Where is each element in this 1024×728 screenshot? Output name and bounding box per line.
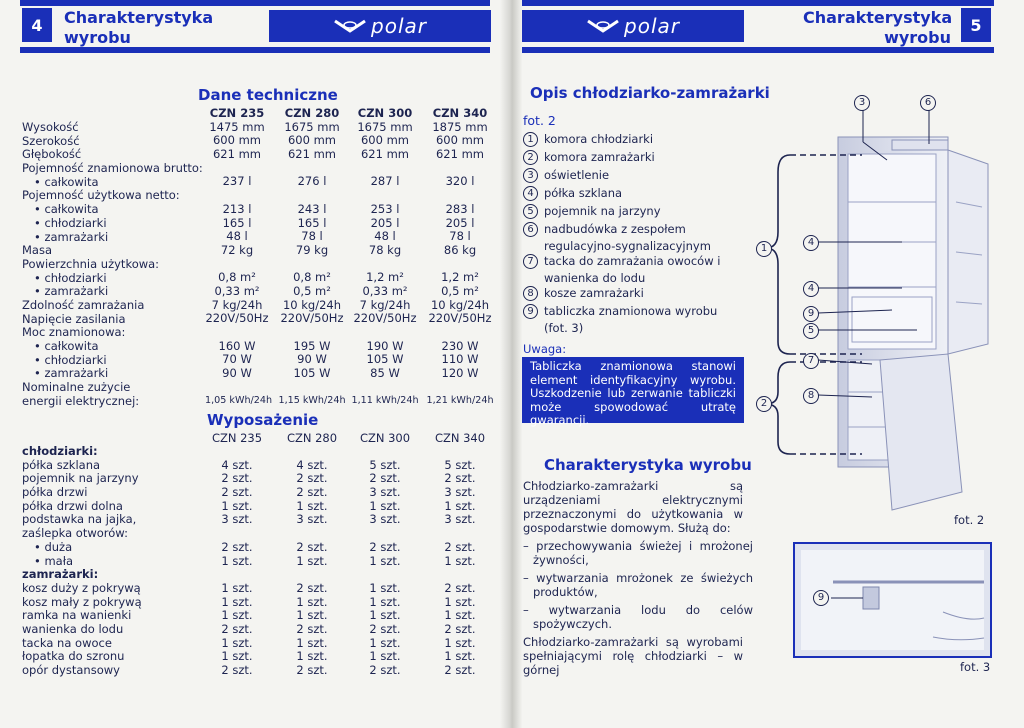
equip-value: 2 szt. <box>369 471 401 486</box>
equip-value: 1 szt. <box>296 594 328 609</box>
tech-value <box>277 189 347 203</box>
header-rule-top <box>522 0 994 6</box>
logo-mark-icon <box>333 18 367 34</box>
tech-label: • zamrażarki <box>34 229 109 244</box>
equip-value: 1 szt. <box>369 553 401 568</box>
tech-value: 600 mm <box>212 133 261 148</box>
equip-value: 2 szt. <box>296 621 328 636</box>
tech-labels <box>22 121 203 408</box>
description-heading: Opis chłodziarko-zamrażarki <box>530 84 770 102</box>
tech-value: 220V/50Hz <box>428 311 492 326</box>
tech-value: 220V/50Hz <box>280 311 344 326</box>
equip-value: 2 szt. <box>444 471 476 486</box>
tech-value: 287 l <box>370 174 400 189</box>
tech-label: • całkowita <box>34 202 99 217</box>
equip-value: 1 szt. <box>296 649 328 664</box>
tech-value: 276 l <box>297 174 327 189</box>
equip-value: 4 szt. <box>296 457 328 472</box>
callout-marker: 3 <box>854 95 870 111</box>
equip-value: 1 szt. <box>221 608 253 623</box>
equip-value: 1 szt. <box>221 649 253 664</box>
tech-value: 621 mm <box>212 147 261 162</box>
tech-label: • chłodziarki <box>34 352 107 367</box>
equip-label: tacka na owoce <box>22 635 112 650</box>
equip-value: 2 szt. <box>296 663 328 677</box>
tech-value: 243 l <box>297 201 327 216</box>
tech-value: 160 W <box>218 338 256 353</box>
tech-value: 205 l <box>370 215 400 230</box>
tech-value <box>350 162 420 176</box>
equip-value: 3 szt. <box>221 512 253 527</box>
equip-value: 1 szt. <box>296 553 328 568</box>
equip-value: 1 szt. <box>369 649 401 664</box>
tech-value: 1675 mm <box>357 119 413 134</box>
tech-value <box>277 258 347 272</box>
tech-value: 1475 mm <box>209 119 265 134</box>
equip-value: 2 szt. <box>444 663 476 677</box>
note-label: Uwaga: <box>523 342 567 356</box>
equip-value: 2 szt. <box>221 485 253 500</box>
tech-value: 1675 mm <box>284 119 340 134</box>
equipment-heading: Wyposażenie <box>207 411 319 429</box>
left-page <box>0 0 509 728</box>
item-number-badge: 6 <box>523 222 538 237</box>
equip-value <box>277 527 347 541</box>
tech-value <box>423 162 497 176</box>
model-header: CZN 340 <box>434 431 486 445</box>
characteristics-intro: Chłodziarko-zamrażarki są urządzeniami elektrycznymi przeznaczonymi do użytkowania w gospodarstwie domowym. Służą do: <box>523 479 743 535</box>
model-header: CZN 280 <box>284 106 340 120</box>
characteristics-closing: Chłodziarko-zamrażarki są wyrobami spełniającymi rolę chłodziarki – w górnej <box>523 635 743 677</box>
tech-label: Wysokość <box>22 120 79 134</box>
tech-value <box>205 326 269 340</box>
tech-label: • zamrażarki <box>34 366 109 381</box>
equip-value: 1 szt. <box>369 635 401 650</box>
equip-value: 5 szt. <box>369 457 401 472</box>
equip-value <box>423 568 497 582</box>
item-number-badge: 4 <box>523 186 538 201</box>
item-text: komora chłodziarki <box>544 132 654 146</box>
tech-value: 190 W <box>366 338 404 353</box>
tech-label: • całkowita <box>34 339 99 353</box>
equip-column <box>205 445 269 678</box>
equip-label: wanienka do lodu <box>22 621 124 636</box>
item-number-badge: 9 <box>523 304 538 319</box>
description-item <box>523 303 745 337</box>
item-text: kosze zamrażarki <box>544 286 644 300</box>
callout-marker: 4 <box>803 235 819 251</box>
callout-marker: 4 <box>803 281 819 297</box>
tech-value: 600 mm <box>360 133 409 148</box>
equip-value: 1 szt. <box>221 594 253 609</box>
item-number-badge: 1 <box>523 132 538 147</box>
item-number-badge: 5 <box>523 204 538 219</box>
equip-value: 1 szt. <box>444 649 476 664</box>
equip-label: kosz mały z pokrywą <box>22 594 142 609</box>
equip-value: 2 szt. <box>444 539 476 554</box>
item-text: tacka do zamrażania owoców i wanienka do lodu <box>544 254 721 285</box>
tech-value: 0,33 m² <box>214 283 260 298</box>
tech-value <box>423 326 497 340</box>
tech-value: 220V/50Hz <box>353 311 417 326</box>
equip-label: kosz duży z pokrywą <box>22 580 141 595</box>
equip-label: zamrażarki: <box>22 567 99 582</box>
tech-value: 72 kg <box>220 242 254 257</box>
tech-value: 0,8 m² <box>293 270 331 285</box>
equip-label: półka drzwi dolna <box>22 498 123 513</box>
tech-value <box>423 258 497 272</box>
book-gutter <box>500 0 522 728</box>
item-text: półka szklana <box>544 186 623 200</box>
tech-label: Napięcie zasilania <box>22 311 126 326</box>
equip-value <box>423 445 497 459</box>
tech-value: 0,5 m² <box>441 283 479 298</box>
callout-marker: 9 <box>813 590 829 606</box>
equip-model <box>277 432 347 446</box>
tech-label: Głębokość <box>22 147 82 162</box>
tech-value <box>277 326 347 340</box>
description-item <box>523 285 745 302</box>
logo-mark-icon <box>586 18 620 34</box>
tech-label: Nominalne zużycie <box>22 380 131 395</box>
tech-value: 120 W <box>441 366 479 381</box>
tech-value: 70 W <box>222 352 252 367</box>
tech-value: 79 kg <box>295 242 329 257</box>
item-text: nadbudówka z zespołem regulacyjno-sygnalizacyjnym <box>544 222 711 253</box>
equip-value: 2 szt. <box>369 621 401 636</box>
tech-value: 1,15 kWh/24h <box>278 395 346 407</box>
equip-value: 2 szt. <box>221 539 253 554</box>
equip-model <box>350 432 420 446</box>
tech-value: 110 W <box>441 352 479 367</box>
tech-value: 220V/50Hz <box>205 311 269 326</box>
tech-value <box>277 381 347 395</box>
tech-value: 1,2 m² <box>366 270 404 285</box>
item-number-badge: 3 <box>523 168 538 183</box>
description-item <box>523 131 745 148</box>
polar-logo: polar <box>522 10 744 42</box>
tech-value: 48 l <box>226 229 248 244</box>
equip-value: 1 szt. <box>296 635 328 650</box>
equip-value: 4 szt. <box>221 457 253 472</box>
tech-value: 105 W <box>293 366 331 381</box>
callout-marker: 5 <box>803 323 819 339</box>
note-text: Tabliczka znamionowa stanowi element identyfikacyjny wyrobu. Uszkodzenie lub zerwanie tabliczki może spowodować utratę gwarancji. <box>530 359 736 427</box>
tech-label: Moc znamionowa: <box>22 325 126 340</box>
tech-value: 0,8 m² <box>218 270 256 285</box>
equip-labels <box>22 445 142 678</box>
tech-value: 1,05 kWh/24h <box>205 395 273 407</box>
item-text: oświetlenie <box>544 168 610 182</box>
description-item <box>523 185 745 202</box>
equip-label: • mała <box>34 553 74 568</box>
tech-value: 1,2 m² <box>441 270 479 285</box>
tech-value <box>423 189 497 203</box>
equip-value: 1 szt. <box>369 594 401 609</box>
equip-value: 1 szt. <box>444 635 476 650</box>
equip-value <box>277 568 347 582</box>
equip-label: podstawka na jajka, <box>22 512 137 527</box>
tech-value: 86 kg <box>443 242 477 257</box>
fig3-caption: fot. 3 <box>960 660 991 674</box>
tech-value: 253 l <box>370 201 400 216</box>
tech-value: 621 mm <box>360 147 409 162</box>
tech-value <box>350 326 420 340</box>
description-item <box>523 167 745 184</box>
equip-label: chłodziarki: <box>22 444 98 458</box>
tech-label: Pojemność użytkowa netto: <box>22 188 180 203</box>
header-rule-top <box>20 0 490 6</box>
tech-value: 10 kg/24h <box>430 297 490 312</box>
tech-value: 90 W <box>297 352 327 367</box>
tech-value: 237 l <box>222 174 252 189</box>
model-header: CZN 300 <box>359 431 411 445</box>
tech-label: Pojemność znamionowa brutto: <box>22 161 203 176</box>
tech-value: 165 l <box>222 215 252 230</box>
tech-column <box>350 107 420 408</box>
tech-value <box>350 258 420 272</box>
equip-value: 3 szt. <box>369 512 401 527</box>
tech-value: 1,11 kWh/24h <box>351 395 419 407</box>
header-title: Charakterystyka wyrobu <box>64 8 214 47</box>
tech-value: 7 kg/24h <box>359 297 411 312</box>
tech-column <box>205 106 273 408</box>
tech-value: 85 W <box>370 366 400 381</box>
characteristics-bullet: – przechowywania świeżej i mrożonej żywności, <box>523 539 753 567</box>
tech-value <box>205 258 269 272</box>
equip-value: 2 szt. <box>369 663 401 677</box>
tech-value: 1875 mm <box>432 119 488 134</box>
equip-value: 1 szt. <box>369 608 401 623</box>
equip-value: 3 szt. <box>296 512 328 527</box>
tech-value: 0,33 m² <box>362 283 408 298</box>
description-item <box>523 149 745 166</box>
equip-value: 2 szt. <box>296 485 328 500</box>
equip-value: 2 szt. <box>221 621 253 636</box>
model-header: CZN 340 <box>432 106 488 120</box>
equip-value: 1 szt. <box>221 498 253 513</box>
equip-value: 3 szt. <box>444 485 476 500</box>
fig2-caption: fot. 2 <box>954 513 985 527</box>
model-header: CZN 235 <box>209 106 265 120</box>
equip-value: 2 szt. <box>444 621 476 636</box>
tech-value: 621 mm <box>287 147 336 162</box>
tech-label: • całkowita <box>34 174 99 189</box>
equip-value: 5 szt. <box>444 457 476 472</box>
equip-label: pojemnik na jarzyny <box>22 471 139 486</box>
model-header: CZN 280 <box>286 431 338 445</box>
tech-value: 230 W <box>441 338 479 353</box>
equip-value: 1 szt. <box>296 498 328 513</box>
equip-value: 1 szt. <box>444 608 476 623</box>
equip-value <box>350 527 420 541</box>
equip-label: opór dystansowy <box>22 663 120 677</box>
item-text: tabliczka znamionowa wyrobu (fot. 3) <box>544 304 718 335</box>
tech-value <box>350 189 420 203</box>
item-number-badge: 2 <box>523 150 538 165</box>
tech-value <box>277 162 347 176</box>
header-title: Charakterystyka wyrobu <box>803 8 953 47</box>
tech-label: Masa <box>22 243 53 258</box>
description-item <box>523 203 745 220</box>
equip-value: 2 szt. <box>221 663 253 677</box>
callout-marker: 1 <box>756 241 772 257</box>
model-header: CZN 235 <box>211 431 263 445</box>
page-number: 5 <box>961 8 991 42</box>
tech-value: 621 mm <box>435 147 484 162</box>
callout-marker: 7 <box>803 353 819 369</box>
equip-value <box>350 568 420 582</box>
equip-value: 2 szt. <box>221 471 253 486</box>
equip-value: 2 szt. <box>296 580 328 595</box>
characteristics-bullet: – wytwarzania mrożonek ze świeżych produktów, <box>523 571 753 599</box>
equip-value: 1 szt. <box>221 553 253 568</box>
description-item <box>523 253 745 287</box>
equip-value <box>205 445 269 459</box>
tech-value: 600 mm <box>435 133 484 148</box>
tech-label: Szerokość <box>22 133 80 148</box>
equip-value: 3 szt. <box>369 485 401 500</box>
equip-label: łopatka do szronu <box>22 649 125 664</box>
equip-value: 2 szt. <box>369 539 401 554</box>
equip-value: 1 szt. <box>369 498 401 513</box>
tech-value: 78 kg <box>368 242 402 257</box>
equip-value: 1 szt. <box>221 580 253 595</box>
tech-value: 320 l <box>445 174 475 189</box>
equip-value <box>205 527 269 541</box>
description-item <box>523 221 745 255</box>
equip-value: 1 szt. <box>444 594 476 609</box>
callout-marker: 2 <box>756 396 772 412</box>
equip-model <box>423 432 497 446</box>
equip-value: 1 szt. <box>221 635 253 650</box>
fridge-illustration <box>752 92 997 512</box>
equip-value <box>277 445 347 459</box>
equip-column <box>277 445 347 678</box>
tech-value: 0,5 m² <box>293 283 331 298</box>
tech-value: 90 W <box>222 366 252 381</box>
equip-value: 2 szt. <box>296 471 328 486</box>
characteristics-bullet: – wytwarzania lodu do celów spożywczych. <box>523 603 753 631</box>
model-header: CZN 300 <box>357 106 413 120</box>
tech-value: 1,21 kWh/24h <box>426 395 494 407</box>
equip-value: 1 szt. <box>296 608 328 623</box>
note-box <box>522 357 744 427</box>
tech-value: 10 kg/24h <box>282 297 342 312</box>
equip-value <box>350 445 420 459</box>
equip-label: • duża <box>34 539 73 554</box>
equip-model <box>205 432 269 446</box>
equip-label: półka szklana <box>22 457 101 472</box>
callout-marker: 6 <box>920 95 936 111</box>
item-number-badge: 8 <box>523 286 538 301</box>
tech-label: • zamrażarki <box>34 284 109 299</box>
equip-label: ramka na wanienki <box>22 608 132 623</box>
tech-value <box>205 162 269 176</box>
tech-value <box>423 381 497 395</box>
tech-value: 78 l <box>449 229 471 244</box>
fig-reference: fot. 2 <box>523 113 556 128</box>
tech-value: 7 kg/24h <box>211 297 263 312</box>
equip-value: 1 szt. <box>369 580 401 595</box>
equip-column <box>423 445 497 678</box>
tech-value: 165 l <box>297 215 327 230</box>
equip-value: 1 szt. <box>444 553 476 568</box>
tech-value <box>205 381 269 395</box>
tech-value: 213 l <box>222 201 252 216</box>
tech-column <box>423 107 497 408</box>
tech-label: energii elektrycznej: <box>22 393 140 408</box>
equip-value <box>423 527 497 541</box>
tech-label: Powierzchnia użytkowa: <box>22 256 160 271</box>
tech-value: 283 l <box>445 201 475 216</box>
equip-column <box>350 445 420 678</box>
equip-label: zaślepka otworów: <box>22 526 128 541</box>
tech-label: • chłodziarki <box>34 215 107 230</box>
callout-marker: 8 <box>803 388 819 404</box>
tech-value: 78 l <box>301 229 323 244</box>
tech-label: Zdolność zamrażania <box>22 297 145 312</box>
tech-value: 600 mm <box>287 133 336 148</box>
tech-column <box>277 107 347 408</box>
item-number-badge: 7 <box>523 254 538 269</box>
item-text: pojemnik na jarzyny <box>544 204 661 218</box>
page-number: 4 <box>22 8 52 42</box>
tech-value: 105 W <box>366 352 404 367</box>
characteristics-heading: Charakterystyka wyrobu <box>544 456 752 474</box>
equip-label: półka drzwi <box>22 485 88 500</box>
equip-value: 2 szt. <box>296 539 328 554</box>
callout-marker: 9 <box>803 306 819 322</box>
equip-value <box>205 568 269 582</box>
equip-value: 3 szt. <box>444 512 476 527</box>
tech-value: 205 l <box>445 215 475 230</box>
tech-label: • chłodziarki <box>34 270 107 285</box>
equip-value: 2 szt. <box>444 580 476 595</box>
tech-value <box>350 381 420 395</box>
equip-value: 1 szt. <box>444 498 476 513</box>
polar-logo: polar <box>269 10 491 42</box>
tech-data-heading: Dane techniczne <box>198 86 338 104</box>
tech-value: 48 l <box>374 229 396 244</box>
tech-value: 195 W <box>293 338 331 353</box>
tech-value <box>205 189 269 203</box>
item-text: komora zamrażarki <box>544 150 655 164</box>
